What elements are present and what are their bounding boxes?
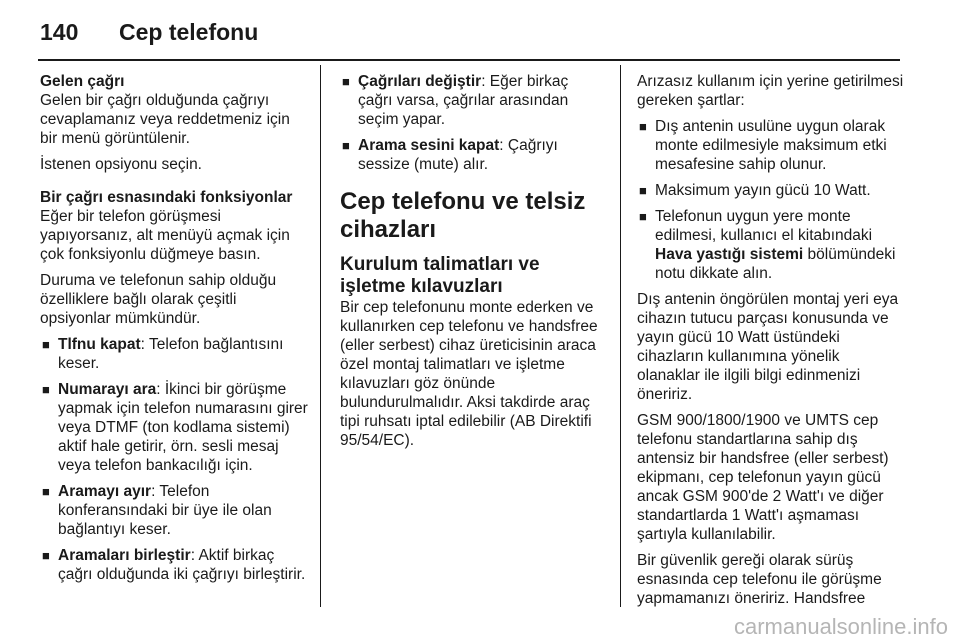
bullet-term: Numarayı ara [58,381,157,398]
bullet-text: Telefonun uygun yere monte edilmesi, kullanıcı el kitabındaki [655,208,873,244]
page-number: 140 [40,19,79,45]
bullet-term: Çağrıları değiştir [358,73,482,90]
section-heading: Cep telefonu ve telsiz cihazları [340,188,586,243]
bullet-term: Aramaları birleştir [58,547,191,564]
bullet-text: : Çağrıyı sessize (mute) alır. [358,137,558,173]
watermark: carmanualsonline.info [733,614,948,639]
bullet-switch-calls [340,72,606,129]
column-divider-1 [320,65,321,607]
during-call-heading: Bir çağrı esnasındaki fonksiyonlar [40,189,293,206]
during-call-options-text: Duruma ve telefonun sahip olduğu özelliklere bağlı olarak çeşitli opsiyonlar mümkündür. [40,272,277,327]
bullet-text: : Telefon konferansındaki bir üye ile olan bağlantıyı keser. [58,483,272,538]
bullet-max-power [637,181,905,200]
bullet-icon: ■ [342,138,350,153]
bullet-text: bölümündeki notu dikkate alın. [655,246,896,282]
bullet-mute-call [340,136,606,174]
safety-text: Bir güvenlik gereği olarak sürüş esnasında cep telefonu ile görüşme yapmamanızı öneririz. Handsfree [637,552,882,607]
bullet-term: Tlfnu kapat [58,336,141,353]
bullet-icon: ■ [42,382,50,397]
incoming-call-heading: Gelen çağrı [40,73,125,90]
installation-text: Bir cep telefonunu monte ederken ve kullanırken cep telefonu ve handsfree (eller serbest) cihaz üreticisinin araca özel montaj talimatları ve işletme kılavuzları göz önünde bulundurulmalıdır. Aksi takdirde araç tipi ruhsatı iptal edilebilir (AB Direktifi 95/54/EC). [340,299,598,449]
bullet-icon: ■ [42,548,50,563]
incoming-call-instruction: İstenen opsiyonu seçin. [40,156,202,173]
bullet-icon: ■ [639,183,647,198]
airbag-section-link: Hava yastığı sistemi [655,246,804,263]
antenna-advice-text: Dış antenin öngörülen montaj yeri eya cihazın tutucu parçası konusunda ve yayın gücü 10 Watt üstündeki cihazların kullanımına yönelik olanaklar ile ilgili bilgi edinmenizi öneririz. [637,291,899,403]
bullet-text: : İkinci bir görüşme yapmak için telefon numarasını girer veya DTMF (ton kodlama sistemi) aktif hale getirir, örn. sesli mesaj veya telefon bankacılığı için. [58,381,308,474]
requirements-intro: Arızasız kullanım için yerine getirilmesi gereken şartlar: [637,73,904,109]
header-rule [38,59,900,61]
bullet-text: : Eğer birkaç çağrı varsa, çağrılar arasından seçim yapar. [358,73,569,128]
bullet-text: Dış antenin usulüne uygun olarak monte edilmesiyle maksimum etki mesafesine sahip olunur. [655,118,887,173]
during-call-text: Eğer bir telefon görüşmesi yapıyorsanız, alt menüyü açmak için çok fonksiyonlu düğmeye basın. [40,208,290,263]
column-middle [340,72,606,457]
bullet-dial-number [40,380,310,475]
bullet-icon: ■ [639,119,647,134]
bullet-mounting-location [637,207,905,283]
incoming-call-text: Gelen bir çağrı olduğunda çağrıyı cevaplamanız veya reddetmeniz için bir menü görüntülenir. [40,92,290,147]
bullet-split-call [40,482,310,539]
bullet-external-antenna [637,117,905,174]
bullet-term: Arama sesini kapat [358,137,500,154]
bullet-text: : Aktif birkaç çağrı olduğunda iki çağrıyı birleştirir. [58,547,306,583]
gsm-standards-text: GSM 900/1800/1900 ve UMTS cep telefonu standartlarına sahip dış antensiz bir handsfree (eller serbest) ekipmanı, cep telefonun yayın gücü ancak GSM 900'de 2 Watt'ı ve diğer standartlarda 1 Watt'ı aşmaması şartıyla kullanılabilir. [637,412,889,543]
bullet-icon: ■ [42,484,50,499]
page-title: Cep telefonu [119,19,259,45]
bullet-text: : Telefon bağlantısını keser. [58,336,284,372]
installation-subheading: Kurulum talimatları ve işletme kılavuzları [340,254,540,297]
bullet-text: Maksimum yayın gücü 10 Watt. [655,182,871,199]
column-divider-2 [620,65,621,607]
bullet-icon: ■ [42,337,50,352]
bullet-icon: ■ [342,74,350,89]
column-right [637,72,905,615]
bullet-term: Aramayı ayır [58,483,152,500]
bullet-hang-up [40,335,310,373]
bullet-icon: ■ [639,209,647,224]
column-left [40,72,310,591]
bullet-merge-calls [40,546,310,584]
